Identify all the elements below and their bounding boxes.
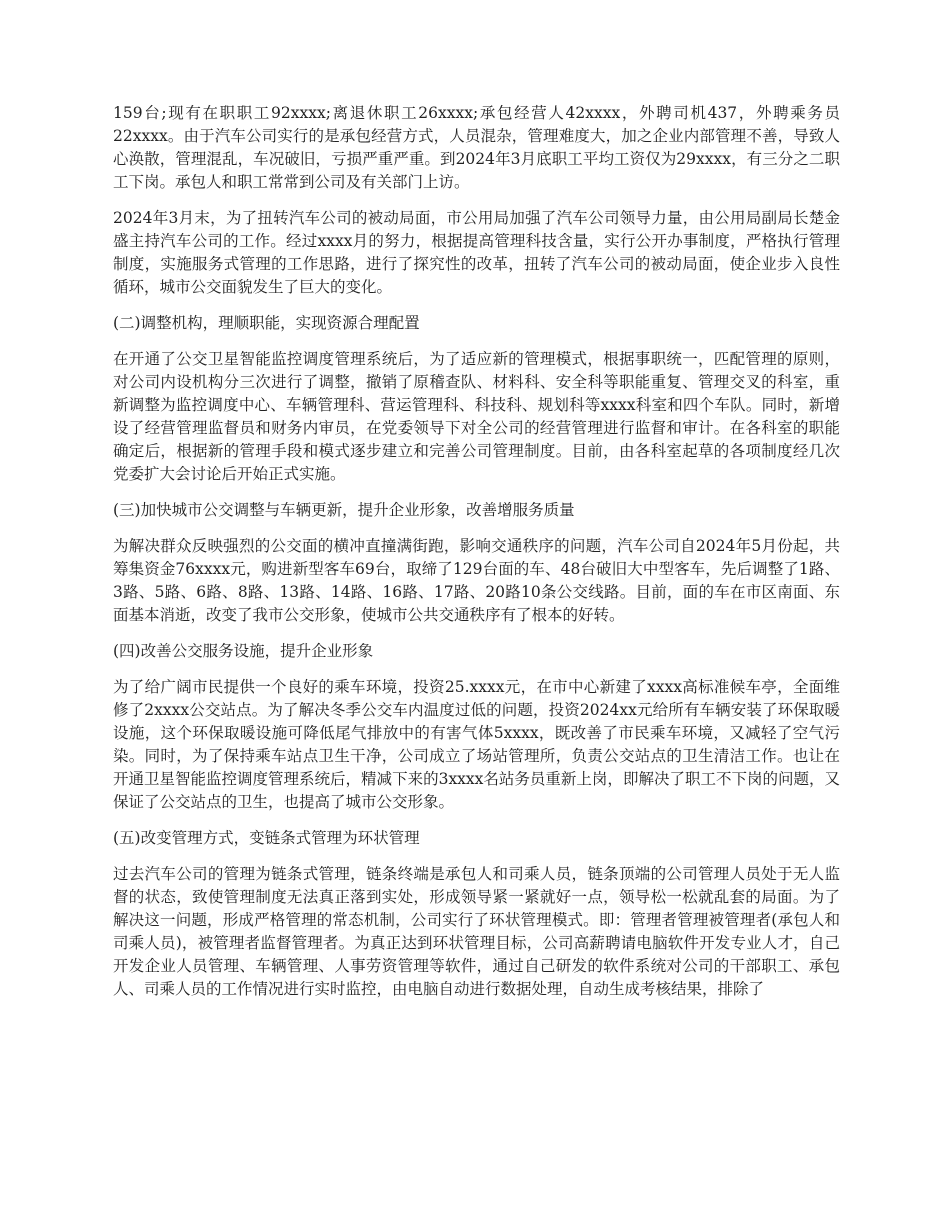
section-heading-4: (四)改善公交服务设施，提升企业形象 <box>113 642 374 660</box>
paragraph-6: 过去汽车公司的管理为链条式管理，链条终端是承包人和司乘人员，链条顶端的公司管理人员处于无人监督的状态，致使管理制度无法真正落到实处，形成领导紧一紧就好一点，领导松一松就乱套的局面。为了解决这一问题，形成严格管理的常态机制，公司实行了环状管理模式。即：管理者管理被管理者(承包人和司乘人员)，被管理者监督管理者。为真正达到环状管理目标，公司高薪聘请电脑软件开发专业人才，自己开发企业人员管理、车辆管理、人事劳资管理等软件，通过自己研发的软件系统对公司的干部职工、承包人、司乘人员的工作情况进行实时监控，由电脑自动进行数据处理，自动生成考核结果，排除了 <box>113 865 840 998</box>
section-heading-2: (二)调整机构，理顺职能，实现资源合理配置 <box>113 314 420 332</box>
document-page <box>113 102 840 1014</box>
paragraph-1: 159台;现有在职职工92xxxx;离退休职工26xxxx;承包经营人42xxxx，外聘司机437，外聘乘务员22xxxx。由于汽车公司实行的是承包经营方式，人员混杂，管理难度大，加之企业内部管理不善，导致人心涣散，管理混乱，车况破旧，亏损严重严重。到2024年3月底职工平均工资仅为29xxxx，有三分之二职工下岗。承包人和职工常常到公司及有关部门上访。 <box>113 104 840 191</box>
paragraph-2: 2024年3月末，为了扭转汽车公司的被动局面，市公用局加强了汽车公司领导力量，由公用局副局长楚金盛主持汽车公司的工作。经过xxxx月的努力，根据提高管理科技含量，实行公开办事制度，严格执行管理制度，实施服务式管理的工作思路，进行了探究性的改革，扭转了汽车公司的被动局面，使企业步入良性循环，城市公交面貌发生了巨大的变化。 <box>113 209 840 296</box>
paragraph-4: 为解决群众反映强烈的公交面的横冲直撞满街跑，影响交通秩序的问题，汽车公司自2024年5月份起，共筹集资金76xxxx元，购进新型客车69台，取缔了129台面的车、48台破旧大中型客车，先后调整了1路、3路、5路、6路、8路、13路、14路、16路、17路、20路10条公交线路。目前，面的车在市区南面、东面基本消逝，改变了我市公交形象，使城市公共交通秩序有了根本的好转。 <box>113 537 840 624</box>
section-heading-5: (五)改变管理方式，变链条式管理为环状管理 <box>113 829 420 847</box>
paragraph-5: 为了给广阔市民提供一个良好的乘车环境，投资25.xxxx元，在市中心新建了xxxx高标准候车亭，全面维修了2xxxx公交站点。为了解决冬季公交车内温度过低的问题，投资2024xx元给所有车辆安装了环保取暖设施，这个环保取暖设施可降低尾气排放中的有害气体5xxxx，既改善了市民乘车环境，又减轻了空气污染。同时，为了保持乘车站点卫生干净，公司成立了场站管理所，负责公交站点的卫生清洁工作。也让在开通卫星智能监控调度管理系统后，精减下来的3xxxx名站务员重新上岗，即解决了职工不下岗的问题，又保证了公交站点的卫生，也提高了城市公交形象。 <box>113 678 840 811</box>
paragraph-3: 在开通了公交卫星智能监控调度管理系统后，为了适应新的管理模式，根据事职统一，匹配管理的原则，对公司内设机构分三次进行了调整，撤销了原稽查队、材料科、安全科等职能重复、管理交叉的科室，重新调整为监控调度中心、车辆管理科、营运管理科、科技科、规划科等xxxx科室和四个车队。同时，新增设了经营管理监督员和财务内审员，在党委领导下对全公司的经营管理进行监督和审计。在各科室的职能确定后，根据新的管理手段和模式逐步建立和完善公司管理制度。目前，由各科室起草的各项制度经几次党委扩大会讨论后开始正式实施。 <box>113 350 840 483</box>
section-heading-3: (三)加快城市公交调整与车辆更新，提升企业形象，改善增服务质量 <box>113 501 575 519</box>
